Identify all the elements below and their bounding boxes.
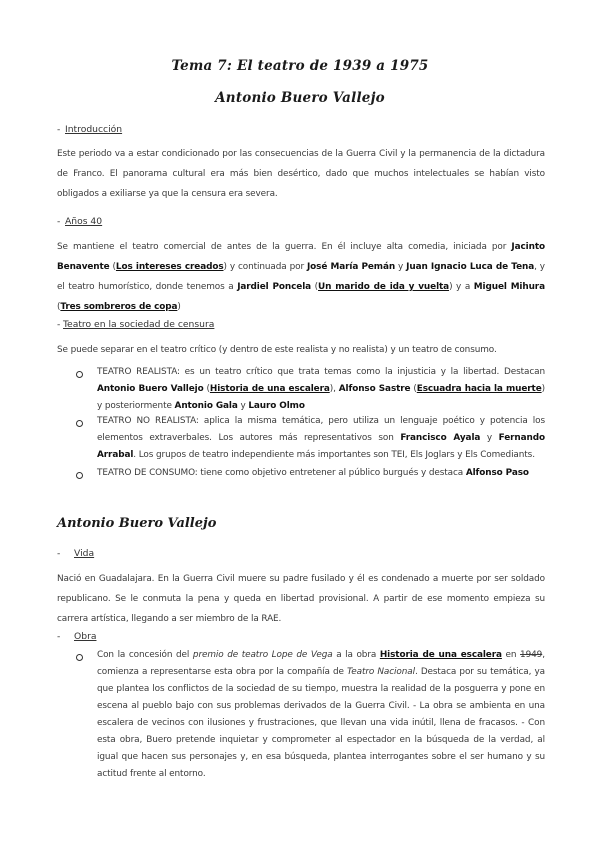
author-name: Antonio Buero Vallejo <box>97 384 204 394</box>
text-run: . Los grupos de teatro independiente más importantes son TEI, Els Joglars y Els Comediants. <box>133 450 535 460</box>
bullet-icon <box>76 654 83 661</box>
dash-marker: - <box>57 319 61 330</box>
censorship-heading <box>57 319 214 330</box>
dash-marker: - <box>57 548 61 559</box>
year-value: 1949 <box>520 650 543 660</box>
author-name: José María Pemán <box>306 262 396 272</box>
life-heading <box>57 548 94 559</box>
work-title: Historia de una escalera <box>209 384 330 394</box>
work-title: Historia de una escalera <box>379 650 502 660</box>
text-run: TEATRO DE CONSUMO: tiene como objetivo entretener al público burgués y destaca <box>97 468 464 478</box>
author-name: Juan Ignacio Luca de Tena <box>406 262 535 272</box>
prize-name: premio de teatro Lope de Vega <box>192 650 333 660</box>
text-run: Se mantiene el teatro comercial de antes de la guerra. En él incluye alta comedia, iniciada por <box>57 242 507 252</box>
dash-marker: - <box>57 216 61 227</box>
author-name: Alfonso Paso <box>465 468 529 478</box>
years-heading <box>57 216 102 227</box>
dash-marker: - <box>57 631 61 642</box>
work-title: Escuadra hacia la muerte <box>416 384 542 394</box>
text-run: TEATRO REALISTA: es un teatro crítico que trata temas como la injusticia y la libertad. Destacan <box>97 367 545 377</box>
text-run: Con la concesión del <box>97 650 190 660</box>
text-run: y a <box>456 282 471 292</box>
bullet-consumo <box>97 465 545 482</box>
work-title: Los intereses creados <box>115 262 224 272</box>
author-name: Antonio Gala <box>174 401 238 411</box>
work-title: Tres sombreros de copa <box>60 302 178 312</box>
text-run: . Destaca por su temática, ya que plantea los conflictos de la sociedad de su tiempo, muestra la realidad de la posguerra y pone en escena al pueblo bajo con sus problemas derivados de la Guerra Civil. - La obra se ambienta en una escalera de vecinos con ilusiones y frustraciones, que llevan una vida inútil, llena de fracasos. - Con esta obra, Buero pretende inquietar y comprometer al espectador en la búsqueda de la verdad, al igual que hacen sus personajes y, en esa búsqueda, plantea interrogantes sobre el ser humano y su actitud frente al entorno. <box>97 667 545 779</box>
bullet-icon <box>76 472 83 479</box>
work-heading <box>57 631 96 642</box>
author-name: Lauro Olmo <box>248 401 305 411</box>
work-title: Un marido de ida y vuelta <box>318 282 450 292</box>
author-name: Jardiel Poncela <box>237 282 312 292</box>
intro-heading <box>57 124 122 135</box>
text-run: a la obra <box>336 650 377 660</box>
bullet-work <box>97 647 545 783</box>
bullet-icon <box>76 420 83 427</box>
text-run: y continuada por <box>229 262 305 272</box>
text-run: , comienza a representarse esta obra por la compañía de <box>97 650 545 677</box>
text-run: y <box>240 401 246 411</box>
intro-heading-label: Introducción <box>65 124 123 135</box>
censorship-paragraph: Se puede separar en el teatro crítico (y dentro de este realista y no realista) y un teatro de consumo. <box>57 345 497 355</box>
life-paragraph: Nació en Guadalajara. En la Guerra Civil muere su padre fusilado y él es condenado a muerte por ser soldado republicano. Se le conmuta la pena y queda en libertad provisional. A partir de ese momento empieza su carrera artística, llegando a ser miembro de la RAE. <box>57 574 545 624</box>
years-paragraph: Se mantiene el teatro comercial de antes de la guerra. En él incluye alta comedia, iniciada por Jacinto Benavente (Los intereses creados) y continuada por José María Pemán y Juan Ignacio Luca de Tena, y el teatro humorístico, donde tenemos a Jardiel Poncela (Un marido de ida y vuelta) y a Miguel Mihura (Tres sombreros de copa) <box>57 242 545 312</box>
author-name: Miguel Mihura <box>473 282 545 292</box>
dash-marker: - <box>57 124 61 135</box>
work-heading-label: Obra <box>74 631 97 642</box>
years-heading-label: Años 40 <box>65 216 103 227</box>
author-name: Francisco Ayala <box>400 433 481 443</box>
page-title: Tema 7: El teatro de 1939 a 1975 <box>171 58 429 74</box>
author-name: Fernando Arrabal <box>97 433 545 460</box>
text-run: TEATRO NO REALISTA: aplica la misma temática, pero utiliza un lenguaje poético y potencia los elementos extraverbales. Los autores más representativos son <box>97 416 545 443</box>
censorship-heading-label: Teatro en la sociedad de censura <box>63 319 215 330</box>
text-run: y <box>486 433 493 443</box>
bullet-no-realista <box>97 413 545 464</box>
bullet-icon <box>76 371 83 378</box>
page-subtitle: Antonio Buero Vallejo <box>215 90 385 106</box>
text-run: en <box>505 650 517 660</box>
author-name: Jacinto Benavente <box>57 242 545 272</box>
text-run: y posteriormente <box>97 401 172 411</box>
bullet-realista: TEATRO REALISTA: es un teatro crítico que trata temas como la injusticia y la libertad. Destacan Antonio Buero Vallejo (Historia de una escalera), Alfonso Sastre (Escuadra hacia la muerte) y posteriormente Antonio Gala y Lauro Olmo <box>97 367 545 411</box>
text-run: , y el teatro humorístico, donde tenemos a <box>57 262 545 292</box>
life-heading-label: Vida <box>74 548 95 559</box>
section-heading-author: Antonio Buero Vallejo <box>57 516 217 531</box>
author-name: Alfonso Sastre <box>338 384 411 394</box>
company-name: Teatro Nacional <box>347 667 415 677</box>
intro-paragraph: Este periodo va a estar condicionado por las consecuencias de la Guerra Civil y la permanencia de la dictadura de Franco. El panorama cultural era más bien desértico, dado que muchos intelectuales se habían visto obligados a exiliarse ya que la censura era severa. <box>57 149 545 199</box>
text-run: y <box>398 262 404 272</box>
